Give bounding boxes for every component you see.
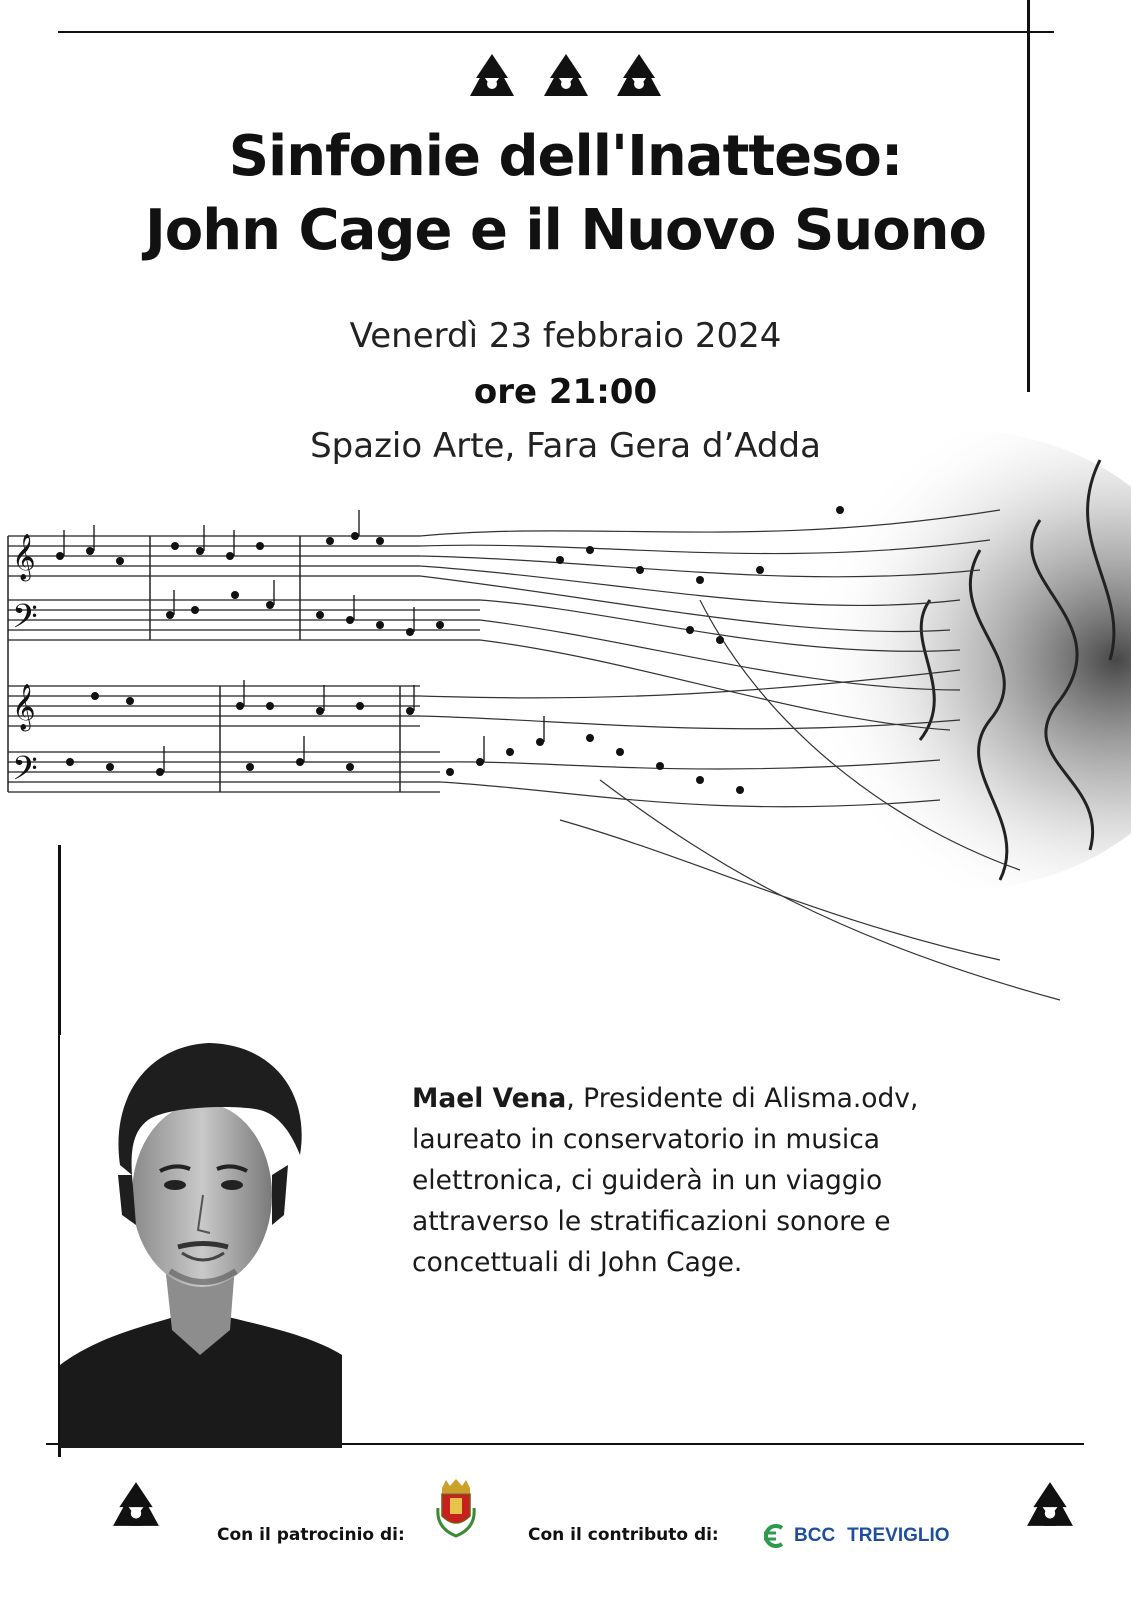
patronage-label: Con il patrocinio di: (217, 1525, 405, 1545)
event-time: ore 21:00 (473, 372, 658, 412)
bcc-treviglio-logo (760, 1522, 950, 1550)
event-place: Spazio Arte, Fara Gera d’Adda (310, 426, 821, 466)
title-line-1: Sinfonie dell'Inatteso: (228, 124, 903, 189)
comune-crest-icon (434, 1478, 478, 1540)
svg-text:𝄢: 𝄢 (12, 598, 38, 644)
svg-text:𝄞: 𝄞 (12, 534, 36, 580)
music-score-illustration (0, 400, 1131, 1040)
contribution-label: Con il contributo di: (528, 1525, 719, 1545)
svg-text:𝄢: 𝄢 (12, 750, 38, 796)
trefoil-logo-icon (468, 52, 516, 98)
svg-text:𝄞: 𝄞 (12, 684, 36, 730)
logo-row (0, 52, 1131, 102)
title-line-2: John Cage e il Nuovo Suono (144, 198, 987, 263)
bcc-text: BCC (794, 1525, 836, 1546)
speaker-bio-text: , Presidente di Alisma.odv, laureato in conservatorio in musica elettronica, ci guiderà in un viaggio attraverso le stratificazioni sonore e concettuali di John Cage. (412, 1083, 919, 1278)
event-date: Venerdì 23 febbraio 2024 (349, 316, 782, 356)
trefoil-logo-icon (542, 52, 590, 98)
trefoil-logo-icon (111, 1480, 161, 1528)
treviglio-text: TREVIGLIO (847, 1525, 950, 1546)
speaker-photo (60, 1035, 342, 1448)
bcc-logo-icon (760, 1522, 790, 1550)
top-rule (58, 31, 1054, 33)
trefoil-logo-icon (1025, 1480, 1075, 1528)
speaker-bio (412, 1078, 972, 1283)
trefoil-logo-icon (615, 52, 663, 98)
speaker-name: Mael Vena (412, 1083, 567, 1114)
